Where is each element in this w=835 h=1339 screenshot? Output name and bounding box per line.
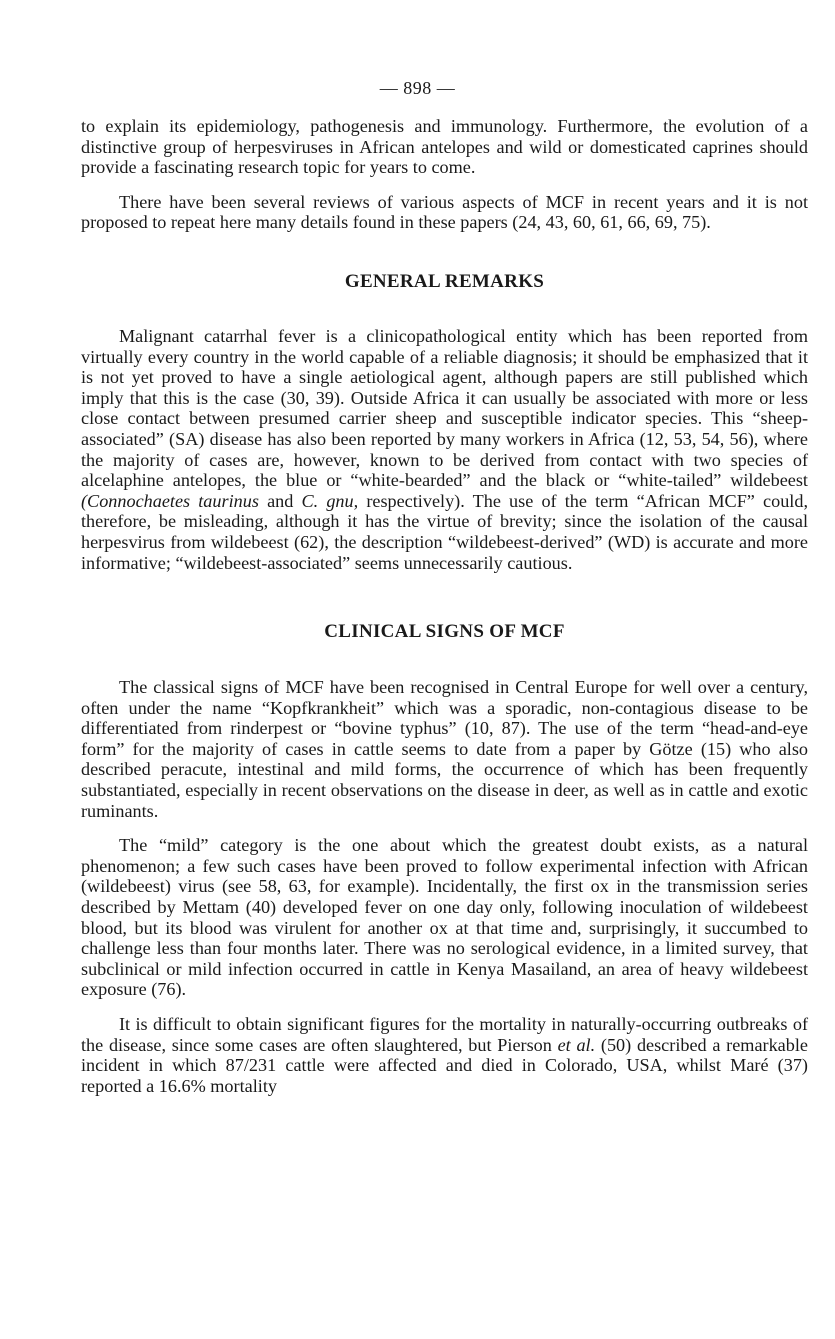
text-run: Malignant catarrhal fever is a clinicopathological entity which has been reported from virtually every country in the world capable of a reliable diagnosis; it should be emphasized that it is not yet proved to have a single aetiological agent, although papers are still published which imply that this is the case (30, 39). Outside Africa it can usually be associated with more or less close contact between presumed carrier sheep and susceptible indicator species. This “sheep-associated” (SA) disease has also been reported by many workers in Africa (12, 53, 54, 56), where the majority of cases are, however, known to be derived from contact with two species of alcelaphine antelopes, the blue or “white-bearded” and the black or “white-tailed” wildebeest (81, 325, 808, 491)
body-text (81, 116, 808, 1096)
paragraph-continued: to explain its epidemiology, pathogenesis and immunology. Furthermore, the evolution of a distinctive group of herpesviruses in African antelopes and wild or domesticated caprines should provide a fascinating research topic for years to come. (81, 116, 808, 178)
heading-general-remarks: GENERAL REMARKS (344, 270, 545, 292)
paragraph-general-remarks (81, 326, 808, 573)
species-name-italic: C. gnu, (301, 490, 359, 511)
text-run: and (258, 490, 302, 511)
paragraph-classical-signs: The classical signs of MCF have been recognised in Central Europe for well over a century, often under the name “Kopfkrankheit” which was a sporadic, non-contagious disease to be differentiated from rinderpest or “bovine typhus” (10, 87). The use of the term “head-and-eye form” for the majority of cases in cattle seems to date from a paper by Götze (15) who also described peracute, intestinal and mild forms, the occurrence of which has been frequently substantiated, especially in recent observations on the disease in deer, as well as in cattle and exotic ruminants. (81, 677, 808, 821)
citation-italic: et al. (557, 1034, 596, 1055)
text-run: respectively). The use of the term “African MCF” could, therefore, be misleading, although it has the virtue of brevity; since the isolation of the causal herpesvirus from wildebeest (62), the description “wildebeest-derived” (WD) is accurate and more informative; “wildebeest-associated” seems unnecessarily cautious. (81, 490, 808, 573)
heading-clinical-signs: CLINICAL SIGNS OF MCF (324, 621, 565, 643)
paragraph-reviews: There have been several reviews of various aspects of MCF in recent years and it is not proposed to repeat here many details found in these papers (24, 43, 60, 61, 66, 69, 75). (81, 191, 808, 233)
text-run: (50) described a remarkable incident in which 87/231 cattle were affected and died in Colorado, USA, whilst Maré (37) reported a 16.6% mortality (81, 1034, 808, 1096)
species-name-italic: (Connochaetes taurinus (81, 490, 259, 511)
text-run: It is difficult to obtain significant figures for the mortality in naturally-occurring outbreaks of the disease, since some cases are often slaughtered, but Pierson (81, 1014, 808, 1055)
paragraph-mild-category: The “mild” category is the one about which the greatest doubt exists, as a natural phenomenon; a few such cases have been proved to follow experimental infection with African (wildebeest) virus (see 58, 63, for example). Incidentally, the first ox in the transmission series described by Mettam (40) developed fever on one day only, following inoculation of wildebeest blood, but its blood was virulent for another ox at that time and, surprisingly, it succumbed to challenge less than four months later. There was no serological evidence, in a limited survey, that subclinical or mild infection occurred in cattle in Kenya Masailand, an area of heavy wildebeest exposure (76). (81, 835, 808, 1000)
page-number: — 898 — (379, 78, 456, 98)
paragraph-mortality (81, 1014, 808, 1096)
